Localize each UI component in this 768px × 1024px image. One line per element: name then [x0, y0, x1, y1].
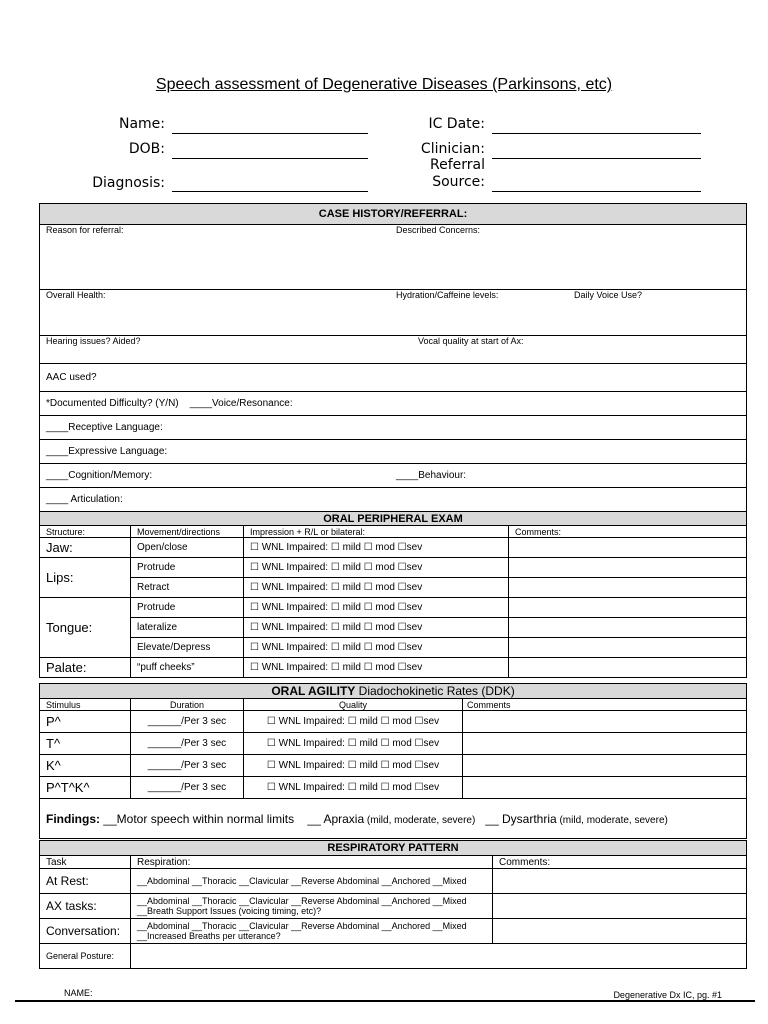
col-movement: Movement/directions: [131, 526, 244, 538]
source-label: Source:: [432, 174, 485, 190]
duration-field[interactable]: ______/Per 3 sec: [131, 777, 244, 799]
col-resp-comments: Comments:: [493, 856, 747, 869]
expressive-label: ____Expressive Language:: [40, 440, 747, 464]
duration-field[interactable]: ______/Per 3 sec: [131, 733, 244, 755]
name-label: Name:: [118, 116, 165, 132]
reason-label: Reason for referral:: [46, 225, 124, 235]
rating-checkboxes[interactable]: ☐ WNL Impaired: ☐ mild ☐ mod ☐sev: [244, 558, 509, 578]
jaw-label: Jaw:: [40, 538, 131, 558]
col-duration: Duration: [131, 699, 244, 711]
conversation-comment[interactable]: [493, 919, 747, 944]
cognition-label: ____Cognition/Memory:: [46, 470, 153, 481]
ic-date-label: IC Date:: [428, 116, 485, 132]
col-respiration: Respiration:: [131, 856, 493, 869]
duration-field[interactable]: ______/Per 3 sec: [131, 711, 244, 733]
ddk-rating[interactable]: ☐ WNL Impaired: ☐ mild ☐ mod ☐sev: [244, 755, 463, 777]
col-impression: Impression + R/L or bilateral:: [244, 526, 509, 538]
task-posture: General Posture:: [40, 944, 131, 969]
comment-cell[interactable]: [509, 578, 747, 598]
stimulus-t: T^: [40, 733, 131, 755]
respiratory-table: [39, 840, 747, 969]
jaw-move: Open/close: [131, 538, 244, 558]
rating-checkboxes[interactable]: ☐ WNL Impaired: ☐ mild ☐ mod ☐sev: [244, 618, 509, 638]
stimulus-p: P^: [40, 711, 131, 733]
stimulus-k: K^: [40, 755, 131, 777]
findings-label: Findings:: [46, 811, 100, 826]
receptive-label: ____Receptive Language:: [40, 416, 747, 440]
aac-label: AAC used?: [40, 364, 747, 392]
findings-apraxia[interactable]: __ Apraxia: [307, 811, 365, 826]
lips-move-protrude: Protrude: [131, 558, 244, 578]
task-conversation: Conversation:: [40, 919, 131, 944]
ddk-rating[interactable]: ☐ WNL Impaired: ☐ mild ☐ mod ☐sev: [244, 733, 463, 755]
page-title: Speech assessment of Degenerative Diseases (Parkinsons, etc): [155, 76, 613, 93]
rest-comment[interactable]: [493, 869, 747, 894]
rating-checkboxes[interactable]: ☐ WNL Impaired: ☐ mild ☐ mod ☐sev: [244, 598, 509, 618]
palate-label: Palate:: [40, 658, 131, 678]
ddk-rating[interactable]: ☐ WNL Impaired: ☐ mild ☐ mod ☐sev: [244, 711, 463, 733]
comment-cell[interactable]: [509, 558, 747, 578]
diagnosis-label: Diagnosis:: [92, 175, 165, 191]
col-structure: Structure:: [40, 526, 131, 538]
col-ddk-comments: Comments: [463, 699, 747, 711]
behaviour-label: ____Behaviour:: [396, 470, 467, 481]
ic-date-field[interactable]: [492, 133, 701, 134]
tongue-label: Tongue:: [40, 598, 131, 658]
palate-move: “puff cheeks”: [131, 658, 244, 678]
col-stimulus: Stimulus: [40, 699, 131, 711]
lips-move-retract: Retract: [131, 578, 244, 598]
referral-source-field[interactable]: [492, 191, 701, 192]
col-comments: Comments:: [509, 526, 747, 538]
oral-agility-heading: ORAL AGILITY Diadochokinetic Rates (DDK): [40, 684, 747, 699]
comment-cell[interactable]: [509, 658, 747, 678]
tongue-move-elevate: Elevate/Depress: [131, 638, 244, 658]
col-task: Task: [40, 856, 131, 869]
rest-pattern[interactable]: __Abdominal __Thoracic __Clavicular __Reverse Abdominal __Anchored __Mixed: [131, 869, 493, 894]
voice-use-label: Daily Voice Use?: [574, 290, 643, 300]
documented-row: *Documented Difficulty? (Y/N) ____Voice/Resonance:: [40, 392, 747, 416]
oral-peripheral-heading: ORAL PERIPHERAL EXAM: [40, 512, 747, 526]
tongue-move-lateralize: lateralize: [131, 618, 244, 638]
case-history-table: [39, 203, 747, 512]
referral-label: Referral: [430, 157, 485, 173]
ddk-comment[interactable]: [463, 777, 747, 799]
case-history-heading: CASE HISTORY/REFERRAL:: [40, 204, 747, 225]
dob-label: DOB:: [128, 141, 165, 157]
hearing-label: Hearing issues? Aided?: [46, 336, 141, 346]
findings-dysarthria[interactable]: __ Dysarthria: [485, 811, 557, 826]
comment-cell[interactable]: [509, 538, 747, 558]
dob-field[interactable]: [172, 158, 368, 159]
health-label: Overall Health:: [46, 290, 106, 300]
ddk-comment[interactable]: [463, 711, 747, 733]
footer-name: NAME:: [64, 988, 93, 998]
footer-page: Degenerative Dx IC, pg. #1: [613, 990, 722, 1000]
task-ax: AX tasks:: [40, 894, 131, 919]
respiratory-heading: RESPIRATORY PATTERN: [40, 841, 747, 856]
diagnosis-field[interactable]: [172, 191, 368, 192]
stimulus-ptk: P^T^K^: [40, 777, 131, 799]
oral-agility-table: [39, 683, 747, 839]
concerns-label: Described Concerns:: [396, 225, 481, 235]
comment-cell[interactable]: [509, 618, 747, 638]
rating-checkboxes[interactable]: ☐ WNL Impaired: ☐ mild ☐ mod ☐sev: [244, 638, 509, 658]
oral-peripheral-table: [39, 511, 747, 678]
findings-motor[interactable]: __Motor speech within normal limits: [100, 811, 295, 826]
clinician-field[interactable]: [492, 158, 701, 159]
ddk-comment[interactable]: [463, 733, 747, 755]
col-quality: Quality: [244, 699, 463, 711]
rating-checkboxes[interactable]: ☐ WNL Impaired: ☐ mild ☐ mod ☐sev: [244, 578, 509, 598]
lips-label: Lips:: [40, 558, 131, 598]
vocal-quality-label: Vocal quality at start of Ax:: [418, 336, 524, 346]
rating-checkboxes[interactable]: ☐ WNL Impaired: ☐ mild ☐ mod ☐sev: [244, 538, 509, 558]
articulation-label: ____ Articulation:: [40, 488, 747, 512]
ddk-rating[interactable]: ☐ WNL Impaired: ☐ mild ☐ mod ☐sev: [244, 777, 463, 799]
clinician-label: Clinician:: [420, 141, 485, 157]
task-rest: At Rest:: [40, 869, 131, 894]
findings-row: Findings: __Motor speech within normal limits __ Apraxia (mild, moderate, severe) __ Dysarthria (mild, moderate, severe): [40, 799, 747, 839]
comment-cell[interactable]: [509, 598, 747, 618]
conversation-pattern[interactable]: __Abdominal __Thoracic __Clavicular __Reverse Abdominal __Anchored __Mixed __Increased Breaths per utterance?: [131, 919, 493, 944]
duration-field[interactable]: ______/Per 3 sec: [131, 755, 244, 777]
tongue-move-protrude: Protrude: [131, 598, 244, 618]
hydration-label: Hydration/Caffeine levels:: [396, 290, 499, 300]
ax-comment[interactable]: [493, 894, 747, 919]
ax-pattern[interactable]: __Abdominal __Thoracic __Clavicular __Reverse Abdominal __Anchored __Mixed __Breath Support Issues (voicing timing, etc)?: [131, 894, 493, 919]
footer-divider: [15, 1000, 755, 1002]
posture-field[interactable]: [131, 944, 747, 969]
comment-cell[interactable]: [509, 638, 747, 658]
name-field[interactable]: [172, 133, 368, 134]
ddk-comment[interactable]: [463, 755, 747, 777]
rating-checkboxes[interactable]: ☐ WNL Impaired: ☐ mild ☐ mod ☐sev: [244, 658, 509, 678]
